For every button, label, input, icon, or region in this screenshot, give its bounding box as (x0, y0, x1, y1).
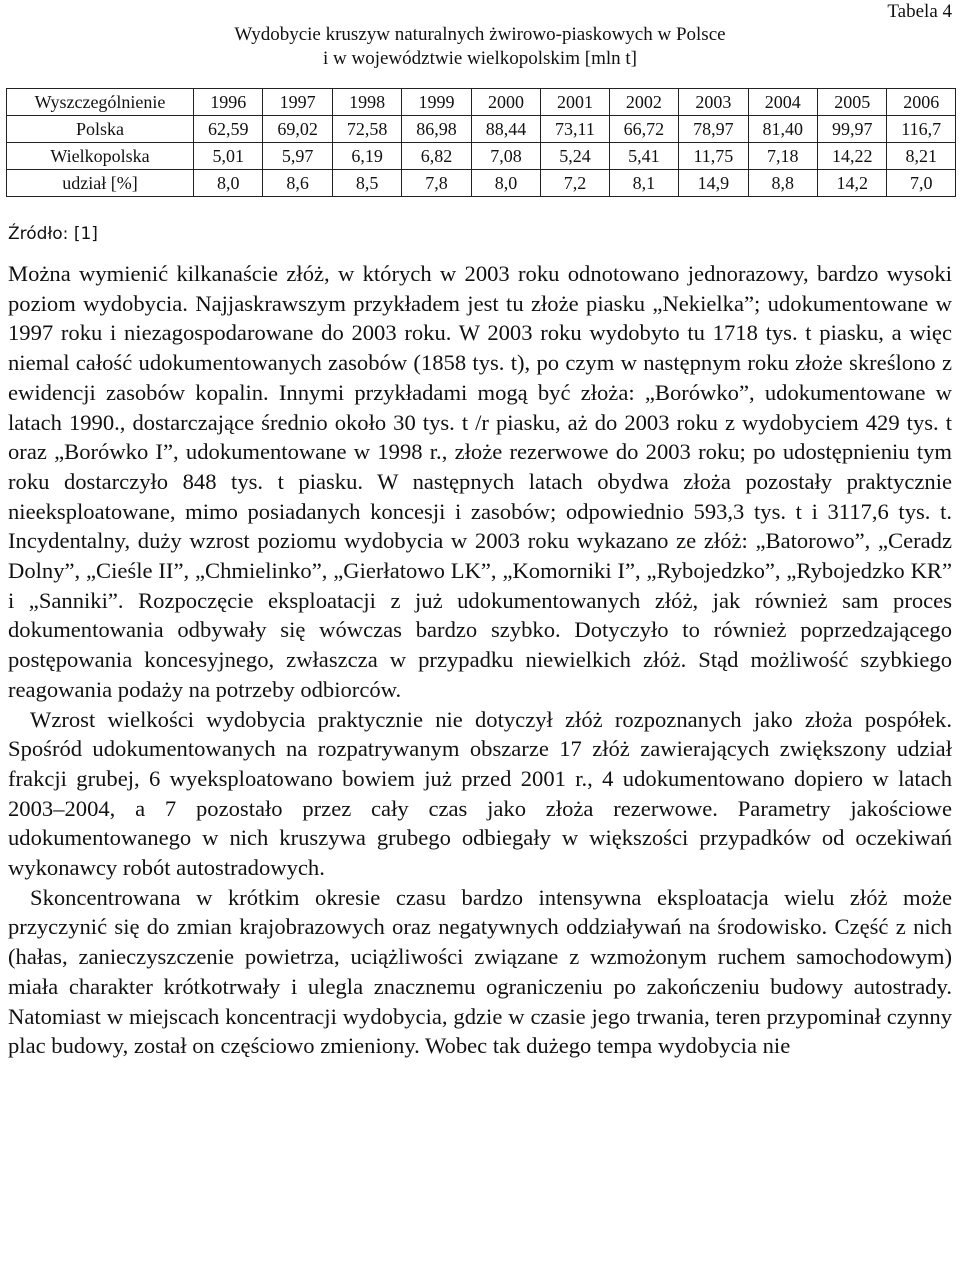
header-cell: 2004 (748, 89, 817, 116)
header-cell: 2006 (887, 89, 956, 116)
table-cell: 69,02 (263, 116, 332, 143)
table-title-line-2: i w województwie wielkopolskim [mln t] (323, 48, 637, 69)
header-cell: 2003 (679, 89, 748, 116)
table-cell: 6,19 (332, 143, 401, 170)
table-row-udzial (7, 170, 956, 197)
header-cell: 2005 (818, 89, 887, 116)
table-cell: 7,0 (887, 170, 956, 197)
header-cell: 1996 (194, 89, 263, 116)
header-cell: Wyszczególnienie (7, 89, 194, 116)
table-cell: 62,59 (194, 116, 263, 143)
table-cell: 7,18 (748, 143, 817, 170)
table-cell: 6,82 (402, 143, 471, 170)
table-cell: 14,22 (818, 143, 887, 170)
table-cell: 7,8 (402, 170, 471, 197)
body-paragraph: Można wymienić kilkanaście złóż, w których w 2003 roku odnotowano jednorazowy, bardzo wysoki poziom wydobycia. Najjaskrawszym przykładem jest tu złoże piasku „Nekielka”; udokumentowane w 1997 roku i niezagospodarowane do 2003 roku. W 2003 roku wydobyto tu 1718 tys. t piasku, a więc niemal całość udokumentowanych zasobów (1858 tys. t), po czym w następnym roku złoże skreślono z ewidencji zasobów kopalin. Innymi przykładami mogą być złoża: „Borówko”, udokumentowane w latach 1990., dostarczające średnio około 30 tys. t /r piasku, aż do 2003 roku z wydobyciem 429 tys. t oraz „Borówko I”, udokumentowane w 1998 r., złoże rezerwowe do 2003 roku; po udostępnieniu tym roku dostarczyło 848 tys. t piasku. W następnych latach obydwa złoża pozostały praktycznie nieeksploatowane, mimo posiadanych koncesji i zasobów; odpowiednio 593,3 tys. t i 3117,6 tys. t. Incydentalny, duży wzrost poziomu wydobycia w 2003 roku wykazano ze złóż: „Batorowo”, „Ceradz Dolny”, „Cieśle II”, „Chmielinko”, „Gierłatowo LK”, „Komorniki I”, „Rybojedzko”, „Rybojedzko KR” i „Sanniki”. Rozpoczęcie eksploatacji z już udokumentowanych złóż, jak również sam proces dokumentowania odbywały się wówczas bardzo szybko. Dotyczyło to również poprzedzającego postępowania koncesyjnego, zwłaszcza w przypadku niewielkich złóż. Stąd możliwość szybkiego reagowania podaży na potrzeby odbiorców. (8, 261, 952, 702)
table-row-polska (7, 116, 956, 143)
header-cell: 2002 (609, 89, 678, 116)
body-paragraph: Skoncentrowana w krótkim okresie czasu bardzo intensywna eksploatacja wielu złóż może przyczynić się do zmian krajobrazowych oraz negatywnych oddziaływań na środowisko. Część z nich (hałas, zanieczyszczenie powietrza, uciążliwości związane z wzmożonym ruchem samochodowym) miała charakter krótkotrwały i ulegla znacznemu ograniczeniu po zakończeniu budowy autostrady. Natomiast w miejscach koncentracji wydobycia, gdzie w czasie jego trwania, teren przypominał czynny plac budowy, został on częściowo zmieniony. Wobec tak dużego tempa wydobycia nie (8, 884, 952, 1059)
table-cell: 5,41 (609, 143, 678, 170)
table-title (150, 23, 810, 71)
table-cell: 8,1 (609, 170, 678, 197)
table-cell: 11,75 (679, 143, 748, 170)
table-cell: 73,11 (541, 116, 610, 143)
table-row-wielkopolska (7, 143, 956, 170)
table-cell: 8,0 (471, 170, 540, 197)
table-number-label: Tabela 4 (887, 1, 952, 22)
header-cell: 2001 (541, 89, 610, 116)
row-label-cell: Polska (7, 116, 194, 143)
table-cell: 81,40 (748, 116, 817, 143)
table-cell: 8,6 (263, 170, 332, 197)
table-cell: 88,44 (471, 116, 540, 143)
table-cell: 7,2 (541, 170, 610, 197)
header-cell: 2000 (471, 89, 540, 116)
table-cell: 66,72 (609, 116, 678, 143)
table-cell: 99,97 (818, 116, 887, 143)
header-cell: 1998 (332, 89, 401, 116)
row-label-cell: Wielkopolska (7, 143, 194, 170)
table-cell: 78,97 (679, 116, 748, 143)
extraction-data-table (6, 88, 956, 197)
table-cell: 8,8 (748, 170, 817, 197)
table-cell: 7,08 (471, 143, 540, 170)
table-cell: 5,97 (263, 143, 332, 170)
table-cell: 72,58 (332, 116, 401, 143)
table-cell: 116,7 (887, 116, 956, 143)
body-text (8, 259, 952, 1061)
table-source-note: Źródło: [1] (8, 224, 98, 244)
table-cell: 14,9 (679, 170, 748, 197)
header-cell: 1999 (402, 89, 471, 116)
table-cell: 8,21 (887, 143, 956, 170)
table-cell: 8,5 (332, 170, 401, 197)
body-paragraph: Wzrost wielkości wydobycia praktycznie nie dotyczył złóż rozpoznanych jako złoża pospółek. Spośród udokumentowanych na rozpatrywanym obszarze 17 złóż zawierających zwiększony udział frakcji grubej, 6 wyeksploatowano bowiem już przed 2001 r., 4 udokumentowano dopiero w latach 2003–2004, a 7 pozostało przez cały czas jako złoża rezerwowe. Parametry jakościowe udokumentowanego w nich kruszywa grubego odbiegały w większości przypadków od oczekiwań wykonawcy robót autostradowych. (8, 706, 952, 881)
table-cell: 8,0 (194, 170, 263, 197)
table-cell: 5,24 (541, 143, 610, 170)
header-cell: 1997 (263, 89, 332, 116)
table-cell: 5,01 (194, 143, 263, 170)
table-header-row (7, 89, 956, 116)
row-label-cell: udział [%] (7, 170, 194, 197)
table-title-line-1: Wydobycie kruszyw naturalnych żwirowo-piaskowych w Polsce (234, 24, 726, 45)
table-cell: 86,98 (402, 116, 471, 143)
table-cell: 14,2 (818, 170, 887, 197)
